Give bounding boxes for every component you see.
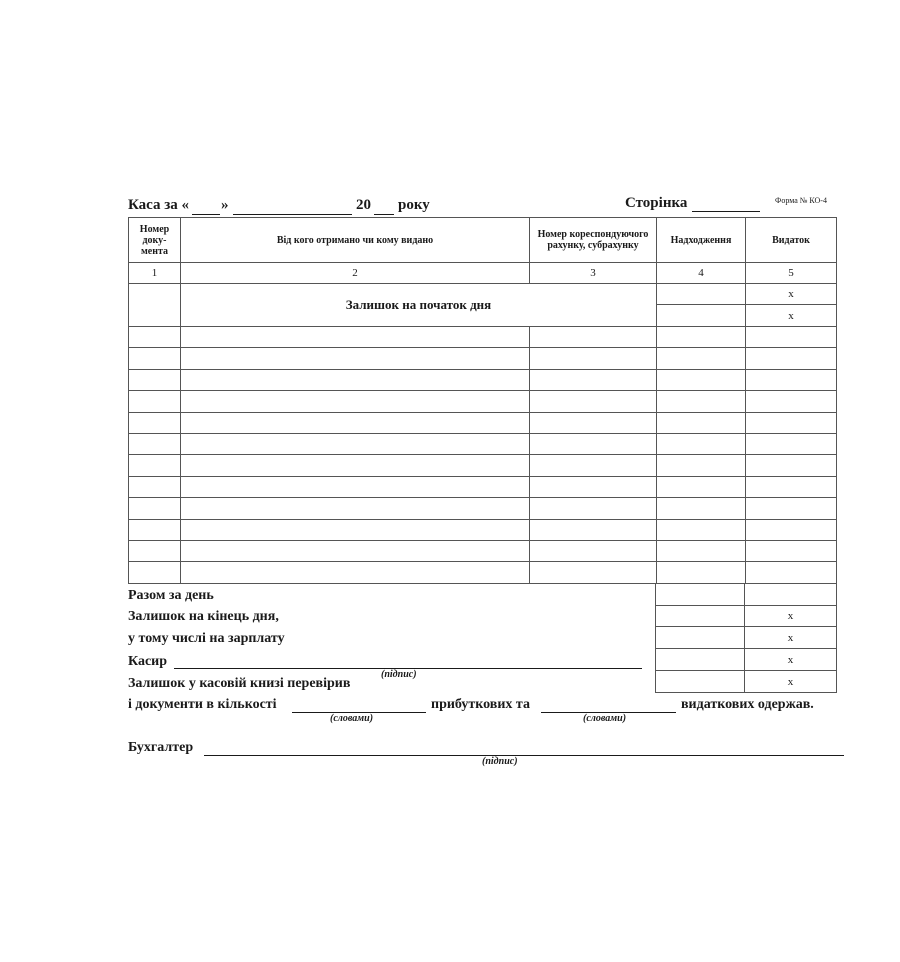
table-cell[interactable] [181, 455, 530, 476]
incoming-label: прибуткових та [431, 697, 530, 712]
table-cell[interactable] [530, 455, 657, 476]
table-cell[interactable] [181, 412, 530, 433]
table-cell[interactable] [746, 348, 837, 369]
table-cell[interactable] [746, 433, 837, 454]
table-cell[interactable] [530, 412, 657, 433]
col-receipts: Надходження [657, 218, 746, 263]
cashier-receipts-cell[interactable] [656, 649, 745, 671]
kasa-mid: » [221, 197, 229, 213]
table-cell[interactable] [129, 540, 181, 561]
table-cell[interactable] [129, 455, 181, 476]
table-cell[interactable] [181, 327, 530, 348]
table-cell[interactable] [657, 540, 746, 561]
page-blank[interactable] [692, 211, 760, 212]
year-blank[interactable] [374, 214, 394, 215]
table-cell[interactable] [129, 562, 181, 583]
month-blank[interactable] [233, 214, 352, 215]
table-row [129, 562, 837, 583]
col-num-4: 4 [657, 263, 746, 284]
header-row [129, 218, 837, 263]
table-cell[interactable] [530, 327, 657, 348]
table-cell[interactable] [657, 519, 746, 540]
salary-x-mark: x [745, 627, 837, 649]
cashier-signature-caption: (підпис) [381, 669, 417, 680]
total-expense-cell[interactable] [745, 584, 837, 606]
table-cell[interactable] [530, 369, 657, 390]
cashier-x-mark: x [745, 649, 837, 671]
col-account: Номер кореспондуючого рахунку, субрахунку [530, 218, 657, 263]
table-cell[interactable] [181, 562, 530, 583]
opening-receipts-cell[interactable] [657, 284, 746, 305]
table-row [129, 348, 837, 369]
table-cell[interactable] [657, 562, 746, 583]
table-cell[interactable] [746, 455, 837, 476]
outgoing-label: видаткових одержав. [681, 697, 814, 712]
table-cell[interactable] [657, 412, 746, 433]
col-num-3: 3 [530, 263, 657, 284]
cashier-label: Касир [128, 654, 168, 669]
table-cell[interactable] [129, 348, 181, 369]
kasa-prefix: Каса за « [128, 197, 190, 213]
table-cell[interactable] [181, 540, 530, 561]
totals-salary-row [656, 627, 837, 649]
table-cell[interactable] [181, 476, 530, 497]
totals-day-row [656, 584, 837, 606]
col-expense: Видаток [746, 218, 837, 263]
closing-x-mark: x [745, 606, 837, 627]
table-cell[interactable] [746, 498, 837, 519]
table-cell[interactable] [530, 540, 657, 561]
table-cell[interactable] [530, 519, 657, 540]
table-cell[interactable] [129, 369, 181, 390]
checked-x-mark: x [745, 671, 837, 693]
table-row [129, 519, 837, 540]
checked-receipts-cell[interactable] [656, 671, 745, 693]
salary-receipts-cell[interactable] [656, 627, 745, 649]
table-cell[interactable] [129, 433, 181, 454]
table-cell[interactable] [746, 412, 837, 433]
totals-checked-row [656, 671, 837, 693]
table-cell[interactable] [129, 476, 181, 497]
table-cell[interactable] [530, 562, 657, 583]
year-prefix: 20 [356, 197, 371, 213]
table-cell[interactable] [129, 498, 181, 519]
opening-doc-cell[interactable] [129, 284, 181, 327]
table-cell[interactable] [129, 519, 181, 540]
table-cell[interactable] [530, 433, 657, 454]
opening-balance-label: Залишок на початок дня [181, 284, 657, 327]
table-cell[interactable] [181, 348, 530, 369]
table-cell[interactable] [530, 348, 657, 369]
totals-closing-row [656, 606, 837, 627]
table-cell[interactable] [746, 562, 837, 583]
table-cell[interactable] [746, 391, 837, 412]
table-cell[interactable] [129, 327, 181, 348]
table-cell[interactable] [181, 391, 530, 412]
table-row [129, 433, 837, 454]
total-day-label: Разом за день [128, 588, 214, 603]
column-numbers-row [129, 263, 837, 284]
table-cell[interactable] [746, 540, 837, 561]
table-cell[interactable] [746, 476, 837, 497]
table-cell[interactable] [530, 476, 657, 497]
col-num-2: 2 [181, 263, 530, 284]
opening-x-mark: x [746, 284, 837, 305]
checked-label: Залишок у касовій книзі перевірив [128, 676, 351, 691]
table-cell[interactable] [746, 327, 837, 348]
totals-cashier-row [656, 649, 837, 671]
table-row [129, 327, 837, 348]
salary-label: у тому числі на зарплату [128, 631, 285, 646]
accountant-label: Бухгалтер [128, 740, 194, 755]
table-cell[interactable] [657, 433, 746, 454]
table-row [129, 412, 837, 433]
table-cell[interactable] [181, 433, 530, 454]
table-row [129, 498, 837, 519]
table-row [129, 476, 837, 497]
opening-receipts-cell-2[interactable] [657, 305, 746, 327]
table-cell[interactable] [746, 519, 837, 540]
cash-table [128, 217, 837, 584]
col-counterparty: Від кого отримано чи кому видано [181, 218, 530, 263]
table-cell[interactable] [657, 369, 746, 390]
table-cell[interactable] [657, 455, 746, 476]
day-blank[interactable] [192, 214, 220, 215]
form-number: Форма № КО-4 [775, 196, 827, 205]
total-receipts-cell[interactable] [656, 584, 745, 606]
table-cell[interactable] [657, 498, 746, 519]
col-num-1: 1 [129, 263, 181, 284]
accountant-signature-caption: (підпис) [482, 756, 518, 767]
closing-receipts-cell[interactable] [656, 606, 745, 627]
table-cell[interactable] [657, 327, 746, 348]
table-row [129, 391, 837, 412]
entry-rows [129, 327, 837, 584]
table-cell[interactable] [746, 369, 837, 390]
table-cell[interactable] [129, 391, 181, 412]
year-suffix: року [398, 197, 430, 213]
table-row [129, 369, 837, 390]
incoming-words-caption: (словами) [330, 713, 374, 724]
opening-balance-row [129, 284, 837, 305]
totals-table [655, 583, 837, 693]
table-cell[interactable] [657, 476, 746, 497]
closing-balance-label: Залишок на кінець дня, [128, 609, 279, 624]
col-doc-number: Номер доку-мента [129, 218, 181, 263]
col-num-5: 5 [746, 263, 837, 284]
table-cell[interactable] [657, 391, 746, 412]
table-cell[interactable] [129, 412, 181, 433]
table-cell[interactable] [181, 369, 530, 390]
outgoing-words-caption: (словами) [583, 713, 627, 724]
documents-count-label: і документи в кількості [128, 697, 277, 712]
page-label: Сторінка [625, 195, 688, 211]
table-cell[interactable] [530, 498, 657, 519]
opening-x-mark-2: x [746, 305, 837, 327]
table-cell[interactable] [657, 348, 746, 369]
accountant-signature-line[interactable] [204, 755, 844, 756]
table-cell[interactable] [181, 498, 530, 519]
table-row [129, 540, 837, 561]
table-cell[interactable] [530, 391, 657, 412]
table-cell[interactable] [181, 519, 530, 540]
table-row [129, 455, 837, 476]
